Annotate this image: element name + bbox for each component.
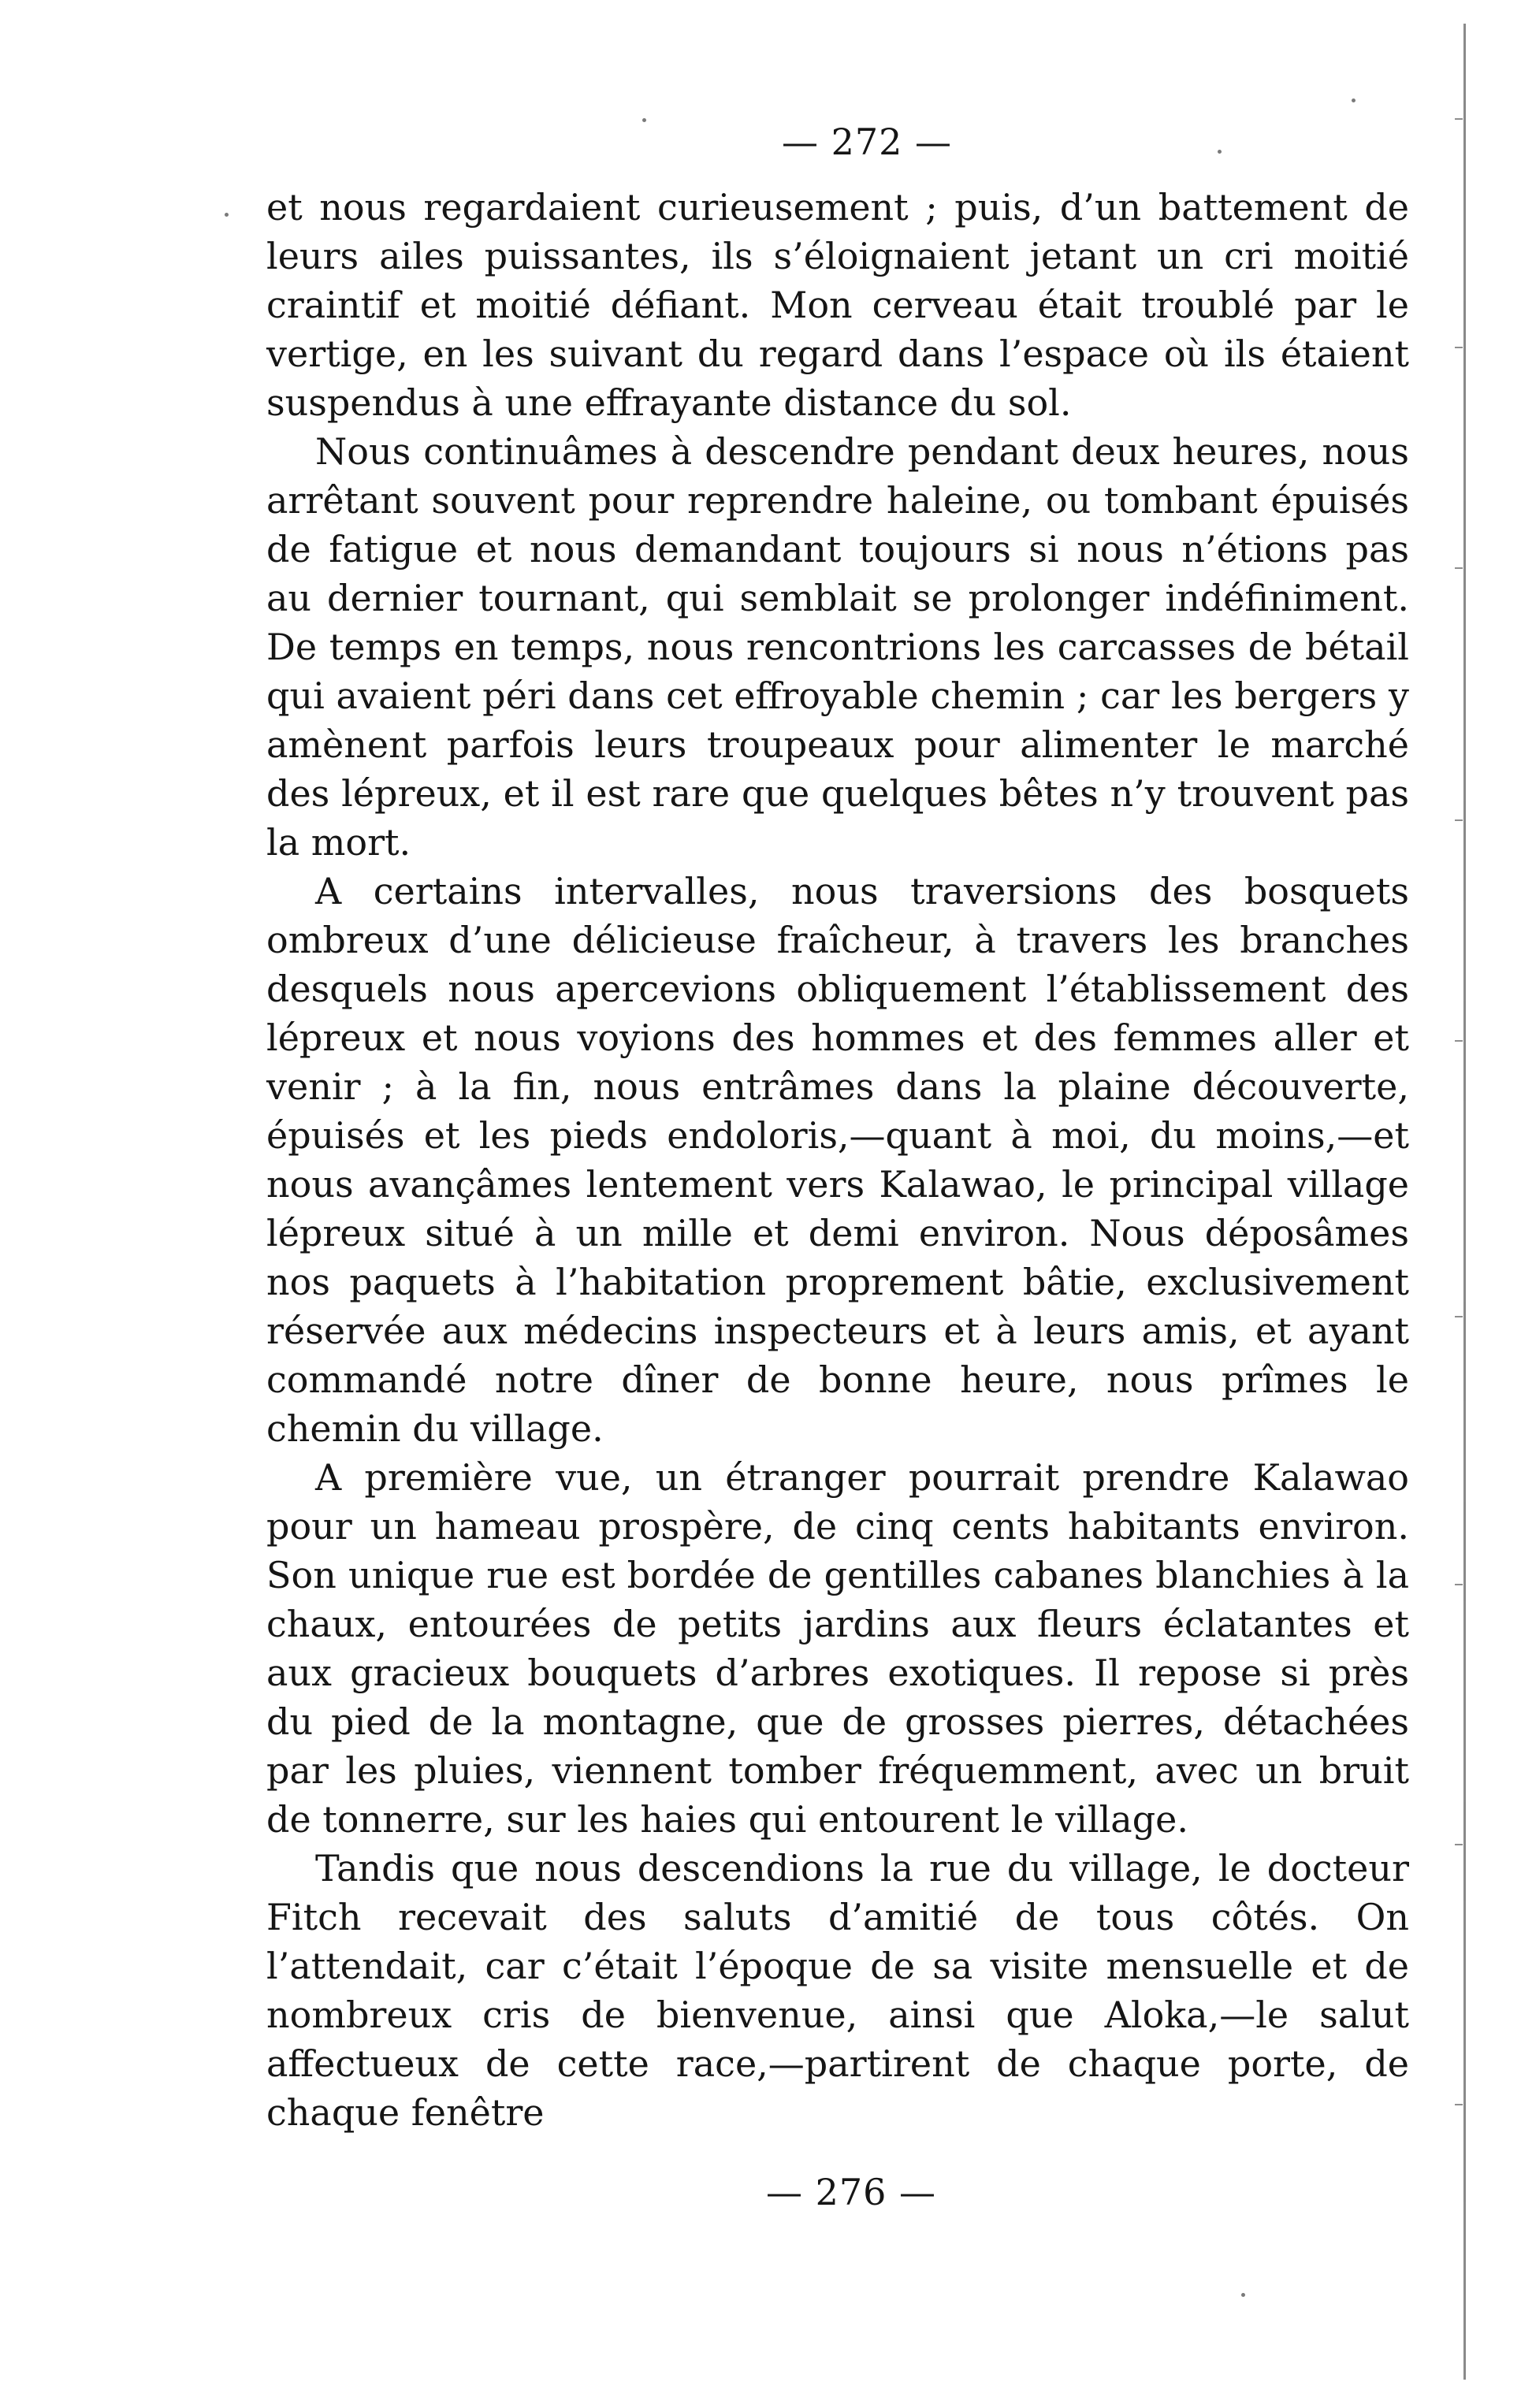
paragraph-2: Nous continuâmes à descendre pendant deux heures, nous arrêtant souvent pour reprendre haleine, ou tombant épuisés de fatigue et nous demandant toujours si nous n’étions pas au dernier tournant, qui semblait se prolonger indéfiniment. De temps en temps, nous rencontrions les carcasses de bétail qui avaient péri dans cet effroyable chemin ; car les bergers y amènent parfois leurs troupeaux pour alimenter le marché des lépreux, et il est rare que quelques bêtes n’y trouvent pas la mort. [266, 430, 1409, 864]
scan-speck [642, 118, 646, 122]
paragraph-3: A certains intervalles, nous traversions des bosquets ombreux d’une délicieuse fraîcheur, à travers les branches desquels nous apercevions obliquement l’établissement des lépreux et nous voyions des hommes et des femmes aller et venir ; à la fin, nous entrâmes dans la plaine découverte, épuisés et les pieds endoloris,—quant à moi, du moins,—et nous avançâmes lentement vers Kalawao, le principal village lépreux situé à un mille et demi environ. Nous déposâmes nos paquets à l’habitation proprement bâtie, exclusivement réservée aux médecins inspecteurs et à leurs amis, et ayant commandé notre dîner de bonne heure, nous prîmes le chemin du village. [266, 870, 1409, 1450]
paragraph-1: et nous regardaient curieusement ; puis, d’un battement de leurs ailes puissantes, ils s’éloignaient jetant un cri moitié craintif et moitié défiant. Mon cerveau était troublé par le vertige, en les suivant du regard dans l’espace où ils étaient suspendus à une effrayante distance du sol. [266, 186, 1409, 424]
binding-edge [1463, 24, 1505, 2380]
scan-speck [225, 213, 229, 217]
edge-mark [1455, 1316, 1463, 1317]
edge-mark [1455, 819, 1463, 821]
edge-mark [1455, 2104, 1463, 2105]
edge-mark [1455, 347, 1463, 348]
edge-mark [1455, 1040, 1463, 1042]
paragraph-4: A première vue, un étranger pourrait prendre Kalawao pour un hameau prospère, de cinq cents habitants environ. Son unique rue est bordée de gentilles cabanes blanchies à la chaux, entourées de petits jardins aux fleurs éclatantes et aux gracieux bouquets d’arbres exotiques. Il repose si près du pied de la montagne, que de grosses pierres, détachées par les pluies, viennent tomber fréquemment, avec un bruit de tonnerre, sur les haies qui entourent le village. [266, 1456, 1409, 1841]
edge-mark [1455, 118, 1463, 120]
body-text [266, 183, 1409, 2137]
edge-mark [1455, 567, 1463, 569]
scan-speck [1241, 2293, 1245, 2297]
paragraph-5: Tandis que nous descendions la rue du village, le docteur Fitch recevait des saluts d’amitié de tous côtés. On l’attendait, car c’était l’époque de sa visite mensuelle et de nombreux cris de bienvenue, ainsi que Aloka,—le salut affectueux de cette race,—partirent de chaque porte, de chaque fenêtre [266, 1847, 1409, 2134]
edge-mark [1455, 1584, 1463, 1585]
page-number: — 276 — [765, 2171, 937, 2213]
running-head-page-label: — 272 — [781, 121, 953, 163]
edge-mark [1455, 1844, 1463, 1845]
scan-speck [1218, 150, 1222, 154]
scan-speck [1352, 98, 1356, 102]
